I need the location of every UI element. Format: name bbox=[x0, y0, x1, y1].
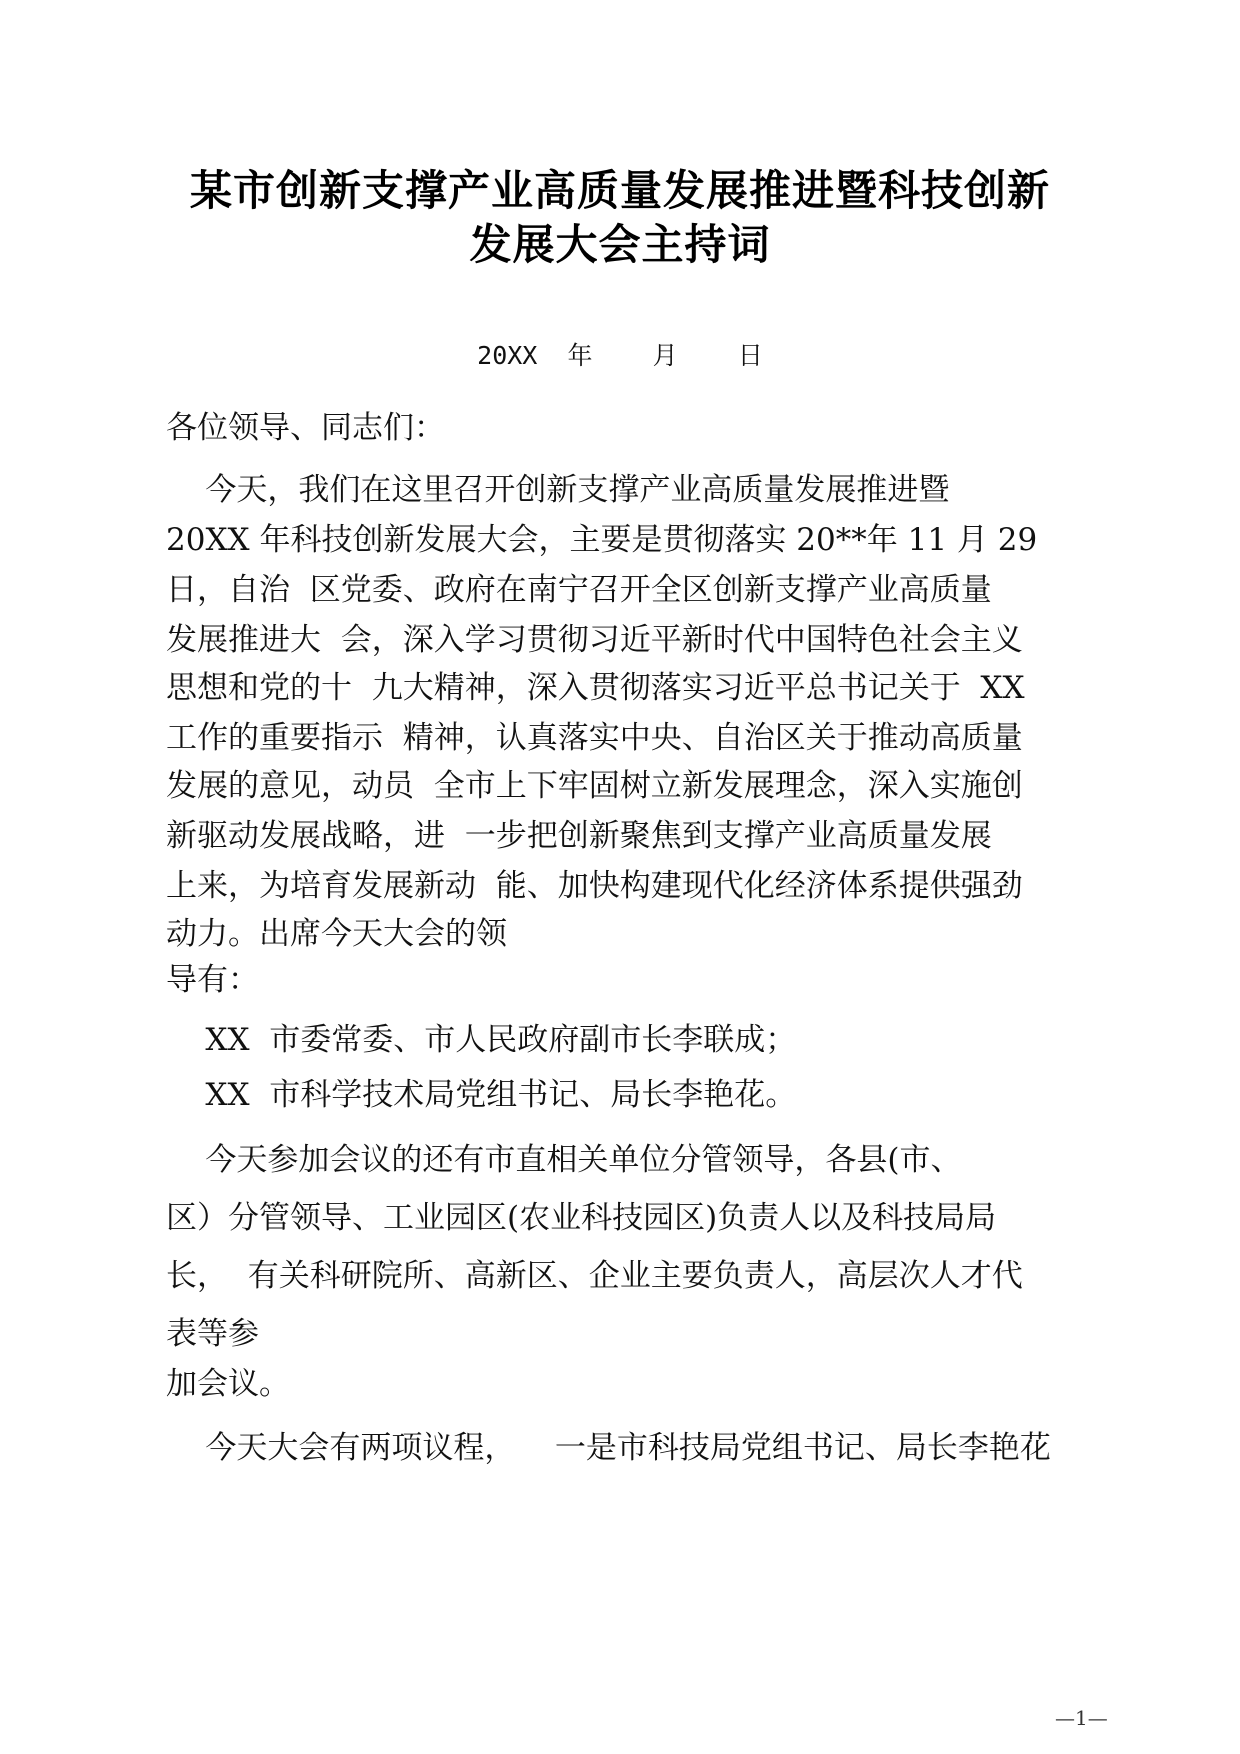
body-line: 动力。出席今天大会的领 bbox=[166, 916, 507, 952]
body-line: 表等参 bbox=[166, 1316, 259, 1352]
body-line: 发展推进大 会，深入学习贯彻习近平新时代中国特色社会主义 bbox=[166, 622, 1023, 658]
body-line: 发展的意见，动员 全市上下牢固树立新发展理念，深入实施创 bbox=[166, 768, 1023, 804]
document-date: 20XX 年 月 日 bbox=[477, 341, 763, 370]
body-line: 上来，为培育发展新动 能、加快构建现代化经济体系提供强劲 bbox=[166, 868, 1023, 904]
body-line: 今天，我们在这里召开创新支撑产业高质量发展推进暨 bbox=[166, 472, 950, 508]
body-line: 日，自治 区党委、政府在南宁召开全区创新支撑产业高质量 bbox=[166, 572, 992, 608]
document-title-line-2: 发展大会主持词 bbox=[469, 220, 771, 269]
body-line: 加会议。 bbox=[166, 1366, 290, 1402]
body-line: 区）分管领导、工业园区(农业科技园区)负责人以及科技局局 bbox=[166, 1200, 997, 1236]
attendee-line: XX 市科学技术局党组书记、局长李艳花。 bbox=[166, 1077, 797, 1113]
body-line: 思想和党的十 九大精神，深入贯彻落实习近平总书记关于 XX bbox=[166, 670, 1025, 706]
body-line: 新驱动发展战略，进 一步把创新聚焦到支撑产业高质量发展 bbox=[166, 818, 992, 854]
salutation: 各位领导、同志们： bbox=[166, 410, 445, 446]
body-line: 导有： bbox=[166, 962, 259, 998]
page-number: —1— bbox=[1055, 1706, 1108, 1730]
body-line: 今天大会有两项议程， 一是市科技局党组书记、局长李艳花 bbox=[166, 1430, 1051, 1466]
attendee-line: XX 市委常委、市人民政府副市长李联成； bbox=[166, 1022, 797, 1058]
body-line: 长， 有关科研院所、高新区、企业主要负责人，高层次人才代 bbox=[166, 1258, 1023, 1294]
body-line: 工作的重要指示 精神，认真落实中央、自治区关于推动高质量 bbox=[166, 720, 1023, 756]
body-line: 20XX 年科技创新发展大会，主要是贯彻落实 20**年 11 月 29 bbox=[166, 522, 1038, 558]
document-title-line-1: 某市创新支撑产业高质量发展推进暨科技创新 bbox=[189, 166, 1050, 215]
body-line: 今天参加会议的还有市直相关单位分管领导，各县(市、 bbox=[166, 1142, 962, 1178]
